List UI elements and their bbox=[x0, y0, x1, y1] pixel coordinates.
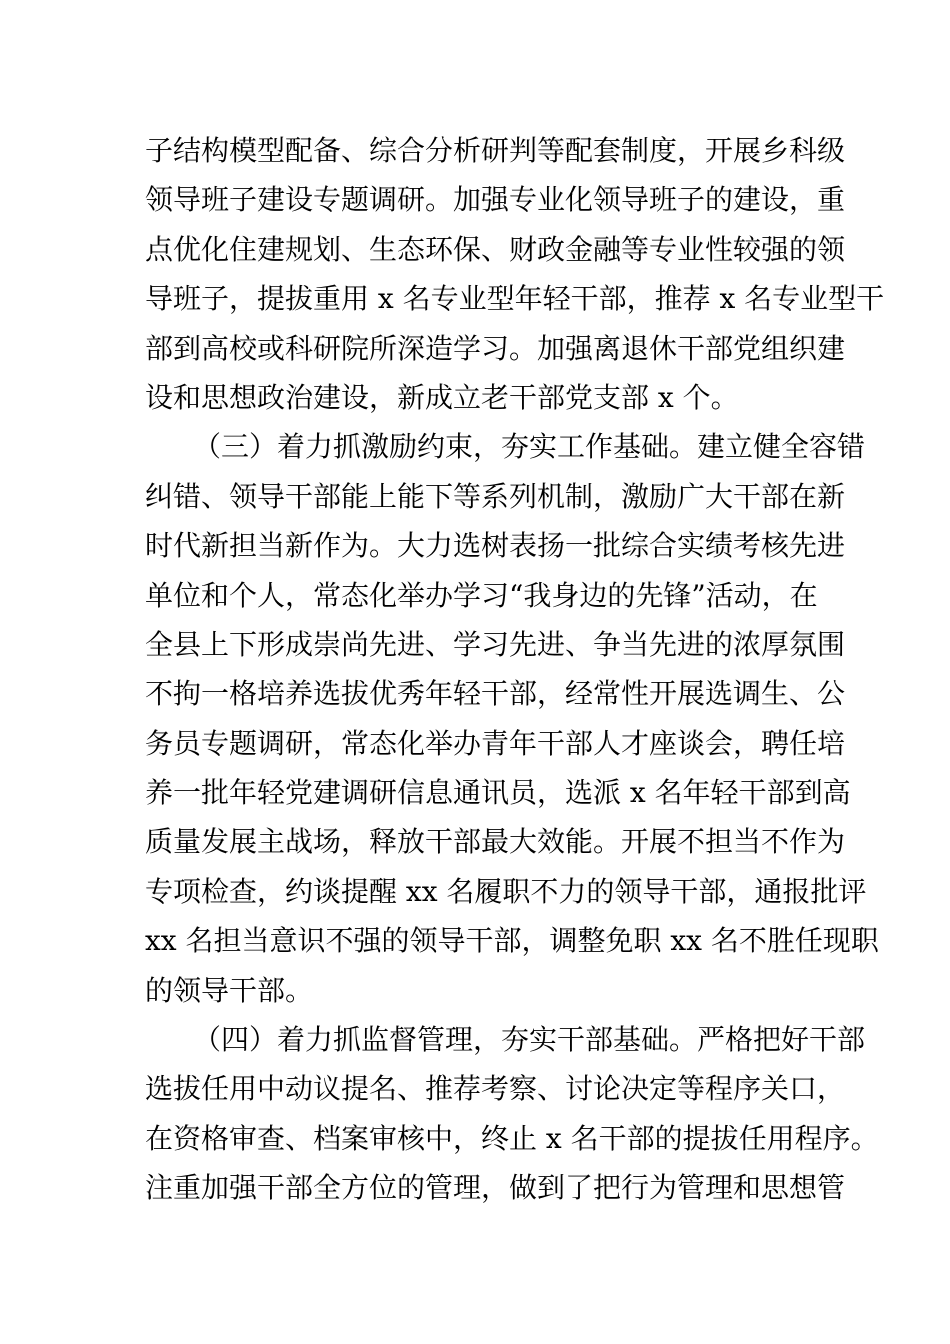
text-line: 务员专题调研，常态化举办青年干部人才座谈会，聘任培 bbox=[145, 726, 846, 760]
text-line: 纠错、领导干部能上能下等系列机制，激励广大干部在新 bbox=[145, 479, 846, 513]
text-line: 质量发展主战场，释放干部最大效能。开展不担当不作为 bbox=[145, 825, 846, 859]
text-line: 部到高校或科研院所深造学习。加强离退休干部党组织建 bbox=[145, 331, 846, 365]
text-line: （四）着力抓监督管理，夯实干部基础。严格把好干部 bbox=[193, 1023, 866, 1057]
text-line: 注重加强干部全方位的管理，做到了把行为管理和思想管 bbox=[145, 1171, 846, 1205]
text-line: xx 名担当意识不强的领导干部，调整免职 xx 名不胜任现职 bbox=[145, 924, 879, 958]
text-line: 点优化住建规划、生态环保、财政金融等专业性较强的领 bbox=[145, 232, 846, 266]
text-line: （三）着力抓激励约束，夯实工作基础。建立健全容错 bbox=[193, 430, 866, 464]
text-line: 时代新担当新作为。大力选树表扬一批综合实绩考核先进 bbox=[145, 529, 846, 563]
text-line: 全县上下形成崇尚先进、学习先进、争当先进的浓厚氛围 bbox=[145, 627, 846, 661]
text-line: 领导班子建设专题调研。加强专业化领导班子的建设，重 bbox=[145, 183, 846, 217]
text-line: 导班子，提拔重用 x 名专业型年轻干部，推荐 x 名专业型干 bbox=[145, 282, 885, 316]
text-line: 设和思想政治建设，新成立老干部党支部 x 个。 bbox=[145, 380, 739, 414]
text-line: 养一批年轻党建调研信息通讯员，选派 x 名年轻干部到高 bbox=[145, 776, 851, 810]
text-line: 子结构模型配备、综合分析研判等配套制度，开展乡科级 bbox=[145, 134, 846, 167]
text-line: 专项检查，约谈提醒 xx 名履职不力的领导干部，通报批评 bbox=[145, 874, 867, 908]
body-text bbox=[145, 126, 885, 1213]
text-line: 不拘一格培养选拔优秀年轻干部，经常性开展选调生、公 bbox=[145, 677, 846, 711]
text-line: 单位和个人，常态化举办学习“我身边的先锋”活动，在 bbox=[145, 578, 818, 612]
text-line: 在资格审查、档案审核中，终止 x 名干部的提拔任用程序。 bbox=[145, 1121, 879, 1155]
text-line: 选拔任用中动议提名、推荐考察、讨论决定等程序关口， bbox=[145, 1072, 846, 1106]
text-line: 的领导干部。 bbox=[145, 973, 314, 1007]
